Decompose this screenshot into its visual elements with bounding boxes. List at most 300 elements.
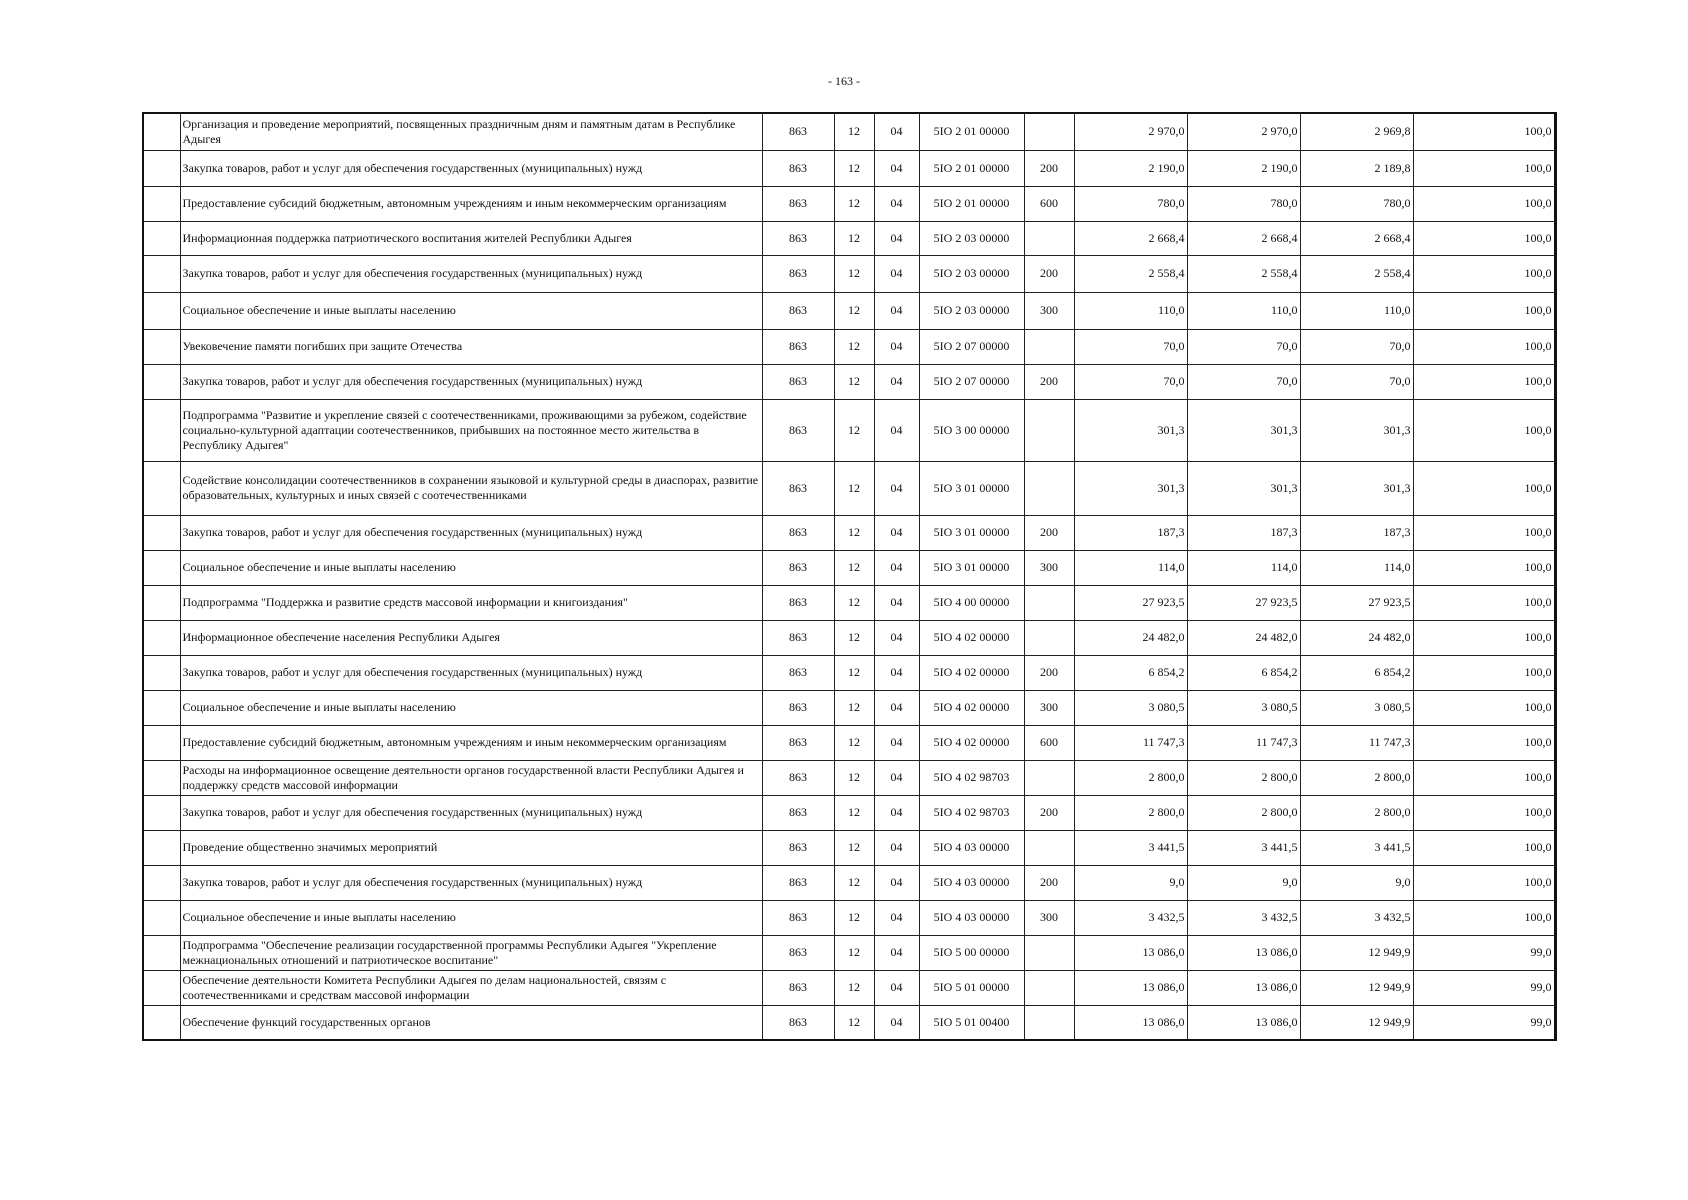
row-expense-type	[1024, 935, 1074, 970]
row-amount-planned: 301,3	[1074, 461, 1187, 515]
row-expense-type: 300	[1024, 550, 1074, 585]
row-amount-planned: 3 432,5	[1074, 900, 1187, 935]
row-grbs-code: 863	[762, 292, 834, 329]
row-percent-executed: 100,0	[1413, 655, 1555, 690]
table-row	[143, 970, 1555, 1005]
table-row	[143, 760, 1555, 795]
row-gutter	[143, 364, 180, 399]
table-row	[143, 515, 1555, 550]
row-amount-executed: 2 800,0	[1300, 760, 1413, 795]
table-row	[143, 186, 1555, 221]
row-percent-executed: 100,0	[1413, 364, 1555, 399]
row-target-article: 5IO 2 03 00000	[919, 292, 1024, 329]
row-gutter	[143, 830, 180, 865]
row-percent-executed: 100,0	[1413, 399, 1555, 461]
row-amount-executed: 70,0	[1300, 329, 1413, 364]
row-section-code: 12	[834, 113, 874, 150]
row-grbs-code: 863	[762, 364, 834, 399]
row-name: Предоставление субсидий бюджетным, автономным учреждениям и иным некоммерческим организациям	[180, 186, 762, 221]
row-percent-executed: 100,0	[1413, 329, 1555, 364]
table-row	[143, 292, 1555, 329]
table-row	[143, 690, 1555, 725]
row-expense-type: 200	[1024, 655, 1074, 690]
row-section-code: 12	[834, 399, 874, 461]
row-amount-refined: 2 800,0	[1187, 795, 1300, 830]
row-grbs-code: 863	[762, 399, 834, 461]
row-amount-refined: 70,0	[1187, 364, 1300, 399]
row-section-code: 12	[834, 329, 874, 364]
row-amount-refined: 2 800,0	[1187, 760, 1300, 795]
row-section-code: 12	[834, 255, 874, 292]
row-amount-executed: 12 949,9	[1300, 935, 1413, 970]
row-amount-executed: 2 969,8	[1300, 113, 1413, 150]
row-gutter	[143, 760, 180, 795]
row-subsection-code: 04	[874, 935, 919, 970]
row-expense-type	[1024, 1005, 1074, 1040]
row-grbs-code: 863	[762, 150, 834, 186]
row-name: Закупка товаров, работ и услуг для обеспечения государственных (муниципальных) нужд	[180, 364, 762, 399]
row-amount-refined: 187,3	[1187, 515, 1300, 550]
row-target-article: 5IO 3 01 00000	[919, 515, 1024, 550]
row-gutter	[143, 970, 180, 1005]
row-gutter	[143, 585, 180, 620]
row-section-code: 12	[834, 620, 874, 655]
row-percent-executed: 99,0	[1413, 1005, 1555, 1040]
row-amount-refined: 70,0	[1187, 329, 1300, 364]
row-gutter	[143, 461, 180, 515]
row-target-article: 5IO 3 01 00000	[919, 550, 1024, 585]
row-gutter	[143, 900, 180, 935]
row-amount-planned: 2 800,0	[1074, 760, 1187, 795]
row-amount-refined: 3 441,5	[1187, 830, 1300, 865]
row-grbs-code: 863	[762, 186, 834, 221]
row-subsection-code: 04	[874, 150, 919, 186]
row-section-code: 12	[834, 292, 874, 329]
table-row	[143, 550, 1555, 585]
row-amount-executed: 70,0	[1300, 364, 1413, 399]
row-subsection-code: 04	[874, 292, 919, 329]
row-expense-type	[1024, 113, 1074, 150]
row-expense-type: 300	[1024, 690, 1074, 725]
row-amount-planned: 301,3	[1074, 399, 1187, 461]
row-amount-refined: 780,0	[1187, 186, 1300, 221]
row-grbs-code: 863	[762, 585, 834, 620]
row-expense-type	[1024, 620, 1074, 655]
budget-table	[142, 112, 1557, 1041]
row-name: Организация и проведение мероприятий, посвященных праздничным дням и памятным датам в Республике Адыгея	[180, 113, 762, 150]
row-percent-executed: 100,0	[1413, 830, 1555, 865]
row-gutter	[143, 186, 180, 221]
row-target-article: 5IO 4 02 00000	[919, 620, 1024, 655]
row-name: Закупка товаров, работ и услуг для обеспечения государственных (муниципальных) нужд	[180, 655, 762, 690]
row-gutter	[143, 113, 180, 150]
row-grbs-code: 863	[762, 865, 834, 900]
row-subsection-code: 04	[874, 900, 919, 935]
table-body	[143, 113, 1555, 1040]
row-subsection-code: 04	[874, 329, 919, 364]
row-percent-executed: 100,0	[1413, 150, 1555, 186]
row-amount-refined: 13 086,0	[1187, 1005, 1300, 1040]
row-section-code: 12	[834, 1005, 874, 1040]
row-amount-planned: 9,0	[1074, 865, 1187, 900]
table-row	[143, 113, 1555, 150]
row-grbs-code: 863	[762, 329, 834, 364]
table-row	[143, 830, 1555, 865]
row-amount-planned: 3 441,5	[1074, 830, 1187, 865]
row-percent-executed: 100,0	[1413, 292, 1555, 329]
row-amount-refined: 13 086,0	[1187, 970, 1300, 1005]
row-gutter	[143, 620, 180, 655]
row-amount-executed: 3 441,5	[1300, 830, 1413, 865]
row-subsection-code: 04	[874, 725, 919, 760]
row-name: Подпрограмма "Обеспечение реализации государственной программы Республики Адыгея "Укрепление межнациональных отношений и патриотическое воспитание"	[180, 935, 762, 970]
row-amount-executed: 301,3	[1300, 461, 1413, 515]
row-percent-executed: 100,0	[1413, 725, 1555, 760]
row-gutter	[143, 399, 180, 461]
table-row	[143, 900, 1555, 935]
row-gutter	[143, 292, 180, 329]
row-grbs-code: 863	[762, 795, 834, 830]
row-amount-executed: 11 747,3	[1300, 725, 1413, 760]
row-gutter	[143, 725, 180, 760]
row-target-article: 5IO 2 07 00000	[919, 329, 1024, 364]
row-target-article: 5IO 5 00 00000	[919, 935, 1024, 970]
row-percent-executed: 100,0	[1413, 550, 1555, 585]
row-grbs-code: 863	[762, 935, 834, 970]
row-subsection-code: 04	[874, 585, 919, 620]
row-percent-executed: 100,0	[1413, 221, 1555, 255]
row-target-article: 5IO 2 01 00000	[919, 186, 1024, 221]
row-amount-refined: 3 080,5	[1187, 690, 1300, 725]
table-row	[143, 725, 1555, 760]
table-row	[143, 865, 1555, 900]
row-grbs-code: 863	[762, 1005, 834, 1040]
row-expense-type	[1024, 830, 1074, 865]
row-gutter	[143, 515, 180, 550]
row-subsection-code: 04	[874, 690, 919, 725]
row-gutter	[143, 329, 180, 364]
row-grbs-code: 863	[762, 620, 834, 655]
row-gutter	[143, 795, 180, 830]
row-name: Социальное обеспечение и иные выплаты населению	[180, 550, 762, 585]
row-amount-planned: 13 086,0	[1074, 935, 1187, 970]
row-expense-type	[1024, 760, 1074, 795]
table-row	[143, 461, 1555, 515]
row-gutter	[143, 690, 180, 725]
row-name: Подпрограмма "Развитие и укрепление связей с соотечественниками, проживающими за рубежом, содействие социально-культурной адаптации соотечественников, прибывших на постоянное место жительства в Республику Адыгея"	[180, 399, 762, 461]
row-section-code: 12	[834, 865, 874, 900]
row-target-article: 5IO 4 02 00000	[919, 690, 1024, 725]
row-name: Проведение общественно значимых мероприятий	[180, 830, 762, 865]
row-target-article: 5IO 4 03 00000	[919, 830, 1024, 865]
table-row	[143, 795, 1555, 830]
table-row	[143, 150, 1555, 186]
row-amount-refined: 13 086,0	[1187, 935, 1300, 970]
table-row	[143, 364, 1555, 399]
row-section-code: 12	[834, 970, 874, 1005]
row-amount-executed: 3 080,5	[1300, 690, 1413, 725]
row-target-article: 5IO 2 03 00000	[919, 255, 1024, 292]
row-amount-planned: 2 558,4	[1074, 255, 1187, 292]
row-amount-planned: 2 668,4	[1074, 221, 1187, 255]
row-section-code: 12	[834, 690, 874, 725]
row-grbs-code: 863	[762, 900, 834, 935]
row-percent-executed: 100,0	[1413, 865, 1555, 900]
row-amount-refined: 11 747,3	[1187, 725, 1300, 760]
row-section-code: 12	[834, 935, 874, 970]
row-grbs-code: 863	[762, 725, 834, 760]
row-name: Социальное обеспечение и иные выплаты населению	[180, 690, 762, 725]
row-amount-planned: 187,3	[1074, 515, 1187, 550]
row-grbs-code: 863	[762, 830, 834, 865]
row-section-code: 12	[834, 655, 874, 690]
row-target-article: 5IO 2 03 00000	[919, 221, 1024, 255]
row-expense-type: 200	[1024, 515, 1074, 550]
row-name: Закупка товаров, работ и услуг для обеспечения государственных (муниципальных) нужд	[180, 515, 762, 550]
row-amount-executed: 301,3	[1300, 399, 1413, 461]
row-name: Подпрограмма "Поддержка и развитие средств массовой информации и книгоиздания"	[180, 585, 762, 620]
row-target-article: 5IO 2 01 00000	[919, 113, 1024, 150]
row-percent-executed: 100,0	[1413, 795, 1555, 830]
row-section-code: 12	[834, 150, 874, 186]
row-name: Увековечение памяти погибших при защите Отечества	[180, 329, 762, 364]
row-amount-executed: 3 432,5	[1300, 900, 1413, 935]
row-section-code: 12	[834, 795, 874, 830]
row-gutter	[143, 255, 180, 292]
row-amount-planned: 70,0	[1074, 329, 1187, 364]
row-gutter	[143, 1005, 180, 1040]
row-amount-planned: 2 800,0	[1074, 795, 1187, 830]
row-section-code: 12	[834, 900, 874, 935]
row-amount-planned: 27 923,5	[1074, 585, 1187, 620]
row-amount-refined: 110,0	[1187, 292, 1300, 329]
row-target-article: 5IO 2 07 00000	[919, 364, 1024, 399]
row-percent-executed: 100,0	[1413, 255, 1555, 292]
row-expense-type	[1024, 399, 1074, 461]
row-name: Социальное обеспечение и иные выплаты населению	[180, 292, 762, 329]
row-section-code: 12	[834, 221, 874, 255]
row-amount-executed: 187,3	[1300, 515, 1413, 550]
row-amount-refined: 2 190,0	[1187, 150, 1300, 186]
row-grbs-code: 863	[762, 221, 834, 255]
row-target-article: 5IO 4 03 00000	[919, 900, 1024, 935]
row-name: Информационное обеспечение населения Республики Адыгея	[180, 620, 762, 655]
row-expense-type: 300	[1024, 900, 1074, 935]
row-expense-type: 200	[1024, 865, 1074, 900]
row-amount-refined: 2 558,4	[1187, 255, 1300, 292]
table-row	[143, 585, 1555, 620]
row-section-code: 12	[834, 186, 874, 221]
row-grbs-code: 863	[762, 113, 834, 150]
row-amount-refined: 6 854,2	[1187, 655, 1300, 690]
row-subsection-code: 04	[874, 221, 919, 255]
row-subsection-code: 04	[874, 830, 919, 865]
table-row	[143, 255, 1555, 292]
row-subsection-code: 04	[874, 461, 919, 515]
row-subsection-code: 04	[874, 515, 919, 550]
row-amount-planned: 11 747,3	[1074, 725, 1187, 760]
row-amount-executed: 6 854,2	[1300, 655, 1413, 690]
row-amount-refined: 301,3	[1187, 461, 1300, 515]
row-subsection-code: 04	[874, 620, 919, 655]
row-gutter	[143, 550, 180, 585]
row-gutter	[143, 150, 180, 186]
row-percent-executed: 99,0	[1413, 970, 1555, 1005]
row-expense-type	[1024, 970, 1074, 1005]
row-expense-type: 200	[1024, 255, 1074, 292]
row-expense-type: 600	[1024, 186, 1074, 221]
row-percent-executed: 100,0	[1413, 900, 1555, 935]
row-target-article: 5IO 5 01 00000	[919, 970, 1024, 1005]
table-row	[143, 221, 1555, 255]
row-subsection-code: 04	[874, 255, 919, 292]
row-expense-type: 200	[1024, 364, 1074, 399]
row-section-code: 12	[834, 515, 874, 550]
row-name: Социальное обеспечение и иные выплаты населению	[180, 900, 762, 935]
row-name: Информационная поддержка патриотического воспитания жителей Республики Адыгея	[180, 221, 762, 255]
row-amount-planned: 70,0	[1074, 364, 1187, 399]
table-row	[143, 935, 1555, 970]
row-percent-executed: 100,0	[1413, 113, 1555, 150]
table-row	[143, 1005, 1555, 1040]
row-amount-planned: 780,0	[1074, 186, 1187, 221]
row-target-article: 5IO 3 01 00000	[919, 461, 1024, 515]
row-expense-type: 300	[1024, 292, 1074, 329]
row-target-article: 5IO 4 02 00000	[919, 655, 1024, 690]
row-expense-type	[1024, 461, 1074, 515]
row-percent-executed: 100,0	[1413, 585, 1555, 620]
row-amount-planned: 3 080,5	[1074, 690, 1187, 725]
row-target-article: 5IO 4 02 98703	[919, 760, 1024, 795]
row-subsection-code: 04	[874, 399, 919, 461]
row-amount-refined: 27 923,5	[1187, 585, 1300, 620]
row-subsection-code: 04	[874, 1005, 919, 1040]
row-expense-type	[1024, 221, 1074, 255]
row-section-code: 12	[834, 550, 874, 585]
row-amount-executed: 2 189,8	[1300, 150, 1413, 186]
row-amount-refined: 9,0	[1187, 865, 1300, 900]
row-percent-executed: 100,0	[1413, 690, 1555, 725]
row-expense-type	[1024, 585, 1074, 620]
row-amount-executed: 2 558,4	[1300, 255, 1413, 292]
row-name: Предоставление субсидий бюджетным, автономным учреждениям и иным некоммерческим организациям	[180, 725, 762, 760]
row-subsection-code: 04	[874, 364, 919, 399]
row-section-code: 12	[834, 461, 874, 515]
table-row	[143, 399, 1555, 461]
row-name: Закупка товаров, работ и услуг для обеспечения государственных (муниципальных) нужд	[180, 150, 762, 186]
row-section-code: 12	[834, 830, 874, 865]
row-grbs-code: 863	[762, 690, 834, 725]
row-section-code: 12	[834, 725, 874, 760]
row-amount-executed: 780,0	[1300, 186, 1413, 221]
row-percent-executed: 100,0	[1413, 760, 1555, 795]
row-name: Закупка товаров, работ и услуг для обеспечения государственных (муниципальных) нужд	[180, 865, 762, 900]
row-grbs-code: 863	[762, 255, 834, 292]
row-amount-refined: 114,0	[1187, 550, 1300, 585]
row-amount-executed: 110,0	[1300, 292, 1413, 329]
row-percent-executed: 100,0	[1413, 620, 1555, 655]
row-amount-planned: 24 482,0	[1074, 620, 1187, 655]
row-amount-planned: 114,0	[1074, 550, 1187, 585]
row-target-article: 5IO 3 00 00000	[919, 399, 1024, 461]
row-subsection-code: 04	[874, 113, 919, 150]
table-row	[143, 329, 1555, 364]
row-amount-planned: 13 086,0	[1074, 1005, 1187, 1040]
row-gutter	[143, 221, 180, 255]
row-gutter	[143, 655, 180, 690]
row-amount-executed: 2 800,0	[1300, 795, 1413, 830]
row-amount-executed: 12 949,9	[1300, 970, 1413, 1005]
row-target-article: 5IO 4 03 00000	[919, 865, 1024, 900]
row-subsection-code: 04	[874, 795, 919, 830]
table-row	[143, 655, 1555, 690]
row-grbs-code: 863	[762, 550, 834, 585]
row-amount-refined: 301,3	[1187, 399, 1300, 461]
row-amount-refined: 24 482,0	[1187, 620, 1300, 655]
row-target-article: 5IO 4 02 98703	[919, 795, 1024, 830]
row-name: Закупка товаров, работ и услуг для обеспечения государственных (муниципальных) нужд	[180, 795, 762, 830]
row-expense-type: 200	[1024, 795, 1074, 830]
row-amount-planned: 2 190,0	[1074, 150, 1187, 186]
row-subsection-code: 04	[874, 760, 919, 795]
row-subsection-code: 04	[874, 655, 919, 690]
row-target-article: 5IO 4 00 00000	[919, 585, 1024, 620]
row-grbs-code: 863	[762, 461, 834, 515]
row-grbs-code: 863	[762, 515, 834, 550]
row-subsection-code: 04	[874, 865, 919, 900]
page-number: - 163 -	[828, 74, 860, 88]
row-amount-executed: 114,0	[1300, 550, 1413, 585]
row-grbs-code: 863	[762, 760, 834, 795]
row-name: Расходы на информационное освещение деятельности органов государственной власти Республики Адыгея и поддержку средств массовой информации	[180, 760, 762, 795]
row-subsection-code: 04	[874, 970, 919, 1005]
row-subsection-code: 04	[874, 186, 919, 221]
row-section-code: 12	[834, 364, 874, 399]
budget-table-container	[142, 112, 1554, 1041]
row-target-article: 5IO 5 01 00400	[919, 1005, 1024, 1040]
row-amount-executed: 9,0	[1300, 865, 1413, 900]
row-percent-executed: 99,0	[1413, 935, 1555, 970]
row-amount-planned: 2 970,0	[1074, 113, 1187, 150]
row-name: Содействие консолидации соотечественников в сохранении языковой и культурной среды в диаспорах, развитие образовательных, культурных и иных связей с соотечественниками	[180, 461, 762, 515]
row-amount-executed: 27 923,5	[1300, 585, 1413, 620]
row-name: Закупка товаров, работ и услуг для обеспечения государственных (муниципальных) нужд	[180, 255, 762, 292]
row-percent-executed: 100,0	[1413, 515, 1555, 550]
row-amount-refined: 2 668,4	[1187, 221, 1300, 255]
row-amount-planned: 6 854,2	[1074, 655, 1187, 690]
table-row	[143, 620, 1555, 655]
row-amount-executed: 12 949,9	[1300, 1005, 1413, 1040]
row-percent-executed: 100,0	[1413, 186, 1555, 221]
row-gutter	[143, 865, 180, 900]
row-grbs-code: 863	[762, 655, 834, 690]
row-name: Обеспечение функций государственных органов	[180, 1005, 762, 1040]
row-expense-type: 600	[1024, 725, 1074, 760]
row-target-article: 5IO 2 01 00000	[919, 150, 1024, 186]
row-percent-executed: 100,0	[1413, 461, 1555, 515]
row-amount-refined: 2 970,0	[1187, 113, 1300, 150]
row-target-article: 5IO 4 02 00000	[919, 725, 1024, 760]
row-gutter	[143, 935, 180, 970]
row-amount-executed: 2 668,4	[1300, 221, 1413, 255]
row-amount-executed: 24 482,0	[1300, 620, 1413, 655]
row-expense-type: 200	[1024, 150, 1074, 186]
row-amount-planned: 110,0	[1074, 292, 1187, 329]
row-amount-planned: 13 086,0	[1074, 970, 1187, 1005]
row-section-code: 12	[834, 760, 874, 795]
row-grbs-code: 863	[762, 970, 834, 1005]
row-amount-refined: 3 432,5	[1187, 900, 1300, 935]
